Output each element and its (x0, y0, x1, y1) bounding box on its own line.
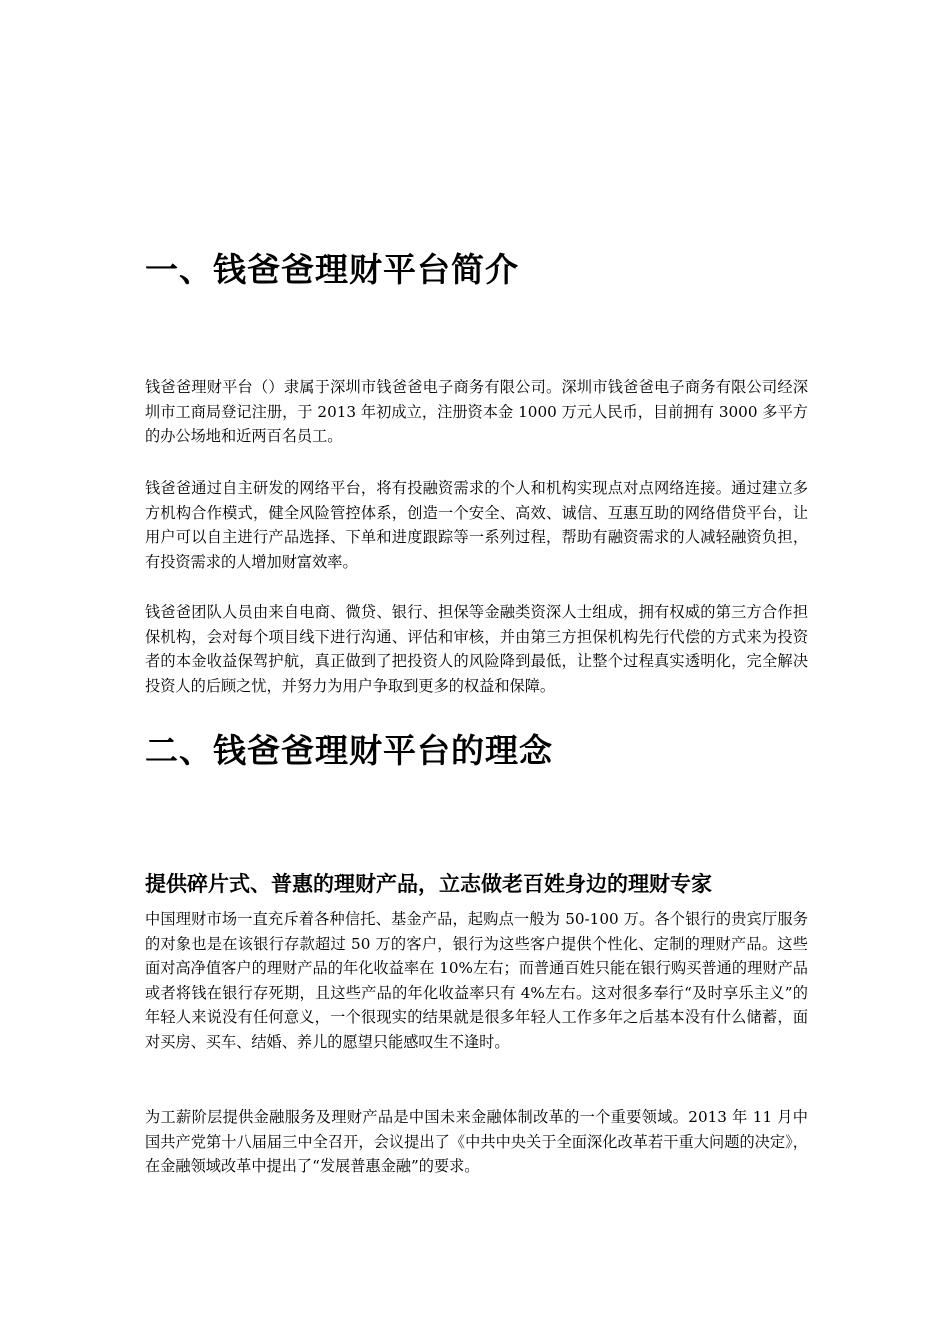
section2-subheading: 提供碎片式、普惠的理财产品，立志做老百姓身边的理财专家 (145, 872, 712, 896)
section1-paragraph-2: 钱爸爸通过自主研发的网络平台，将有投融资需求的个人和机构实现点对点网络连接。通过建立多方机构合作模式，健全风险管控体系，创造一个安全、高效、诚信、互惠互助的网络借贷平台，让用户可以自主进行产品选择、下单和进度跟踪等一系列过程，帮助有融资需求的人减轻融资负担，有投资需求的人增加财富效率。 (145, 479, 808, 571)
section2-paragraph-1: 中国理财市场一直充斥着各种信托、基金产品，起购点一般为 50-100 万。各个银行的贵宾厅服务的对象也是在该银行存款超过 50 万的客户，银行为这些客户提供个性化、定制的理财产品。这些面对高净值客户的理财产品的年化收益率在 10%左右；而普通百姓只能在银行购买普通的理财产品或者将钱在银行存死期，且这些产品的年化收益率只有 4%左右。这对很多奉行“及时享乐主义”的年轻人来说没有任何意义，一个很现实的结果就是很多年轻人工作多年之后基本没有什么储蓄，面对买房、买车、结婚、养儿的愿望只能感叹生不逢时。 (145, 910, 808, 1051)
section1-heading: 一、钱爸爸理财平台简介 (145, 250, 519, 289)
section1-paragraph-3: 钱爸爸团队人员由来自电商、微贷、银行、担保等金融类资深人士组成，拥有权威的第三方合作担保机构，会对每个项目线下进行沟通、评估和审核，并由第三方担保机构先行代偿的方式来为投资者的本金收益保驾护航，真正做到了把投资人的风险降到最低，让整个过程真实透明化，完全解决投资人的后顾之忧，并努力为用户争取到更多的权益和保障。 (145, 603, 808, 695)
section2-heading: 二、钱爸爸理财平台的理念 (145, 731, 553, 770)
section1-paragraph-1: 钱爸爸理财平台（）隶属于深圳市钱爸爸电子商务有限公司。深圳市钱爸爸电子商务有限公司经深圳市工商局登记注册，于 2013 年初成立，注册资本金 1000 万元人民币，目前拥有 3000 多平方的办公场地和近两百名员工。 (145, 378, 808, 445)
section2-paragraph-2: 为工薪阶层提供金融服务及理财产品是中国未来金融体制改革的一个重要领域。2013 年 11 月中国共产党第十八届届三中全召开，会议提出了《中共中央关于全面深化改革若干重大问题的决定》，在金融领域改革中提出了“发展普惠金融”的要求。 (145, 1108, 808, 1175)
